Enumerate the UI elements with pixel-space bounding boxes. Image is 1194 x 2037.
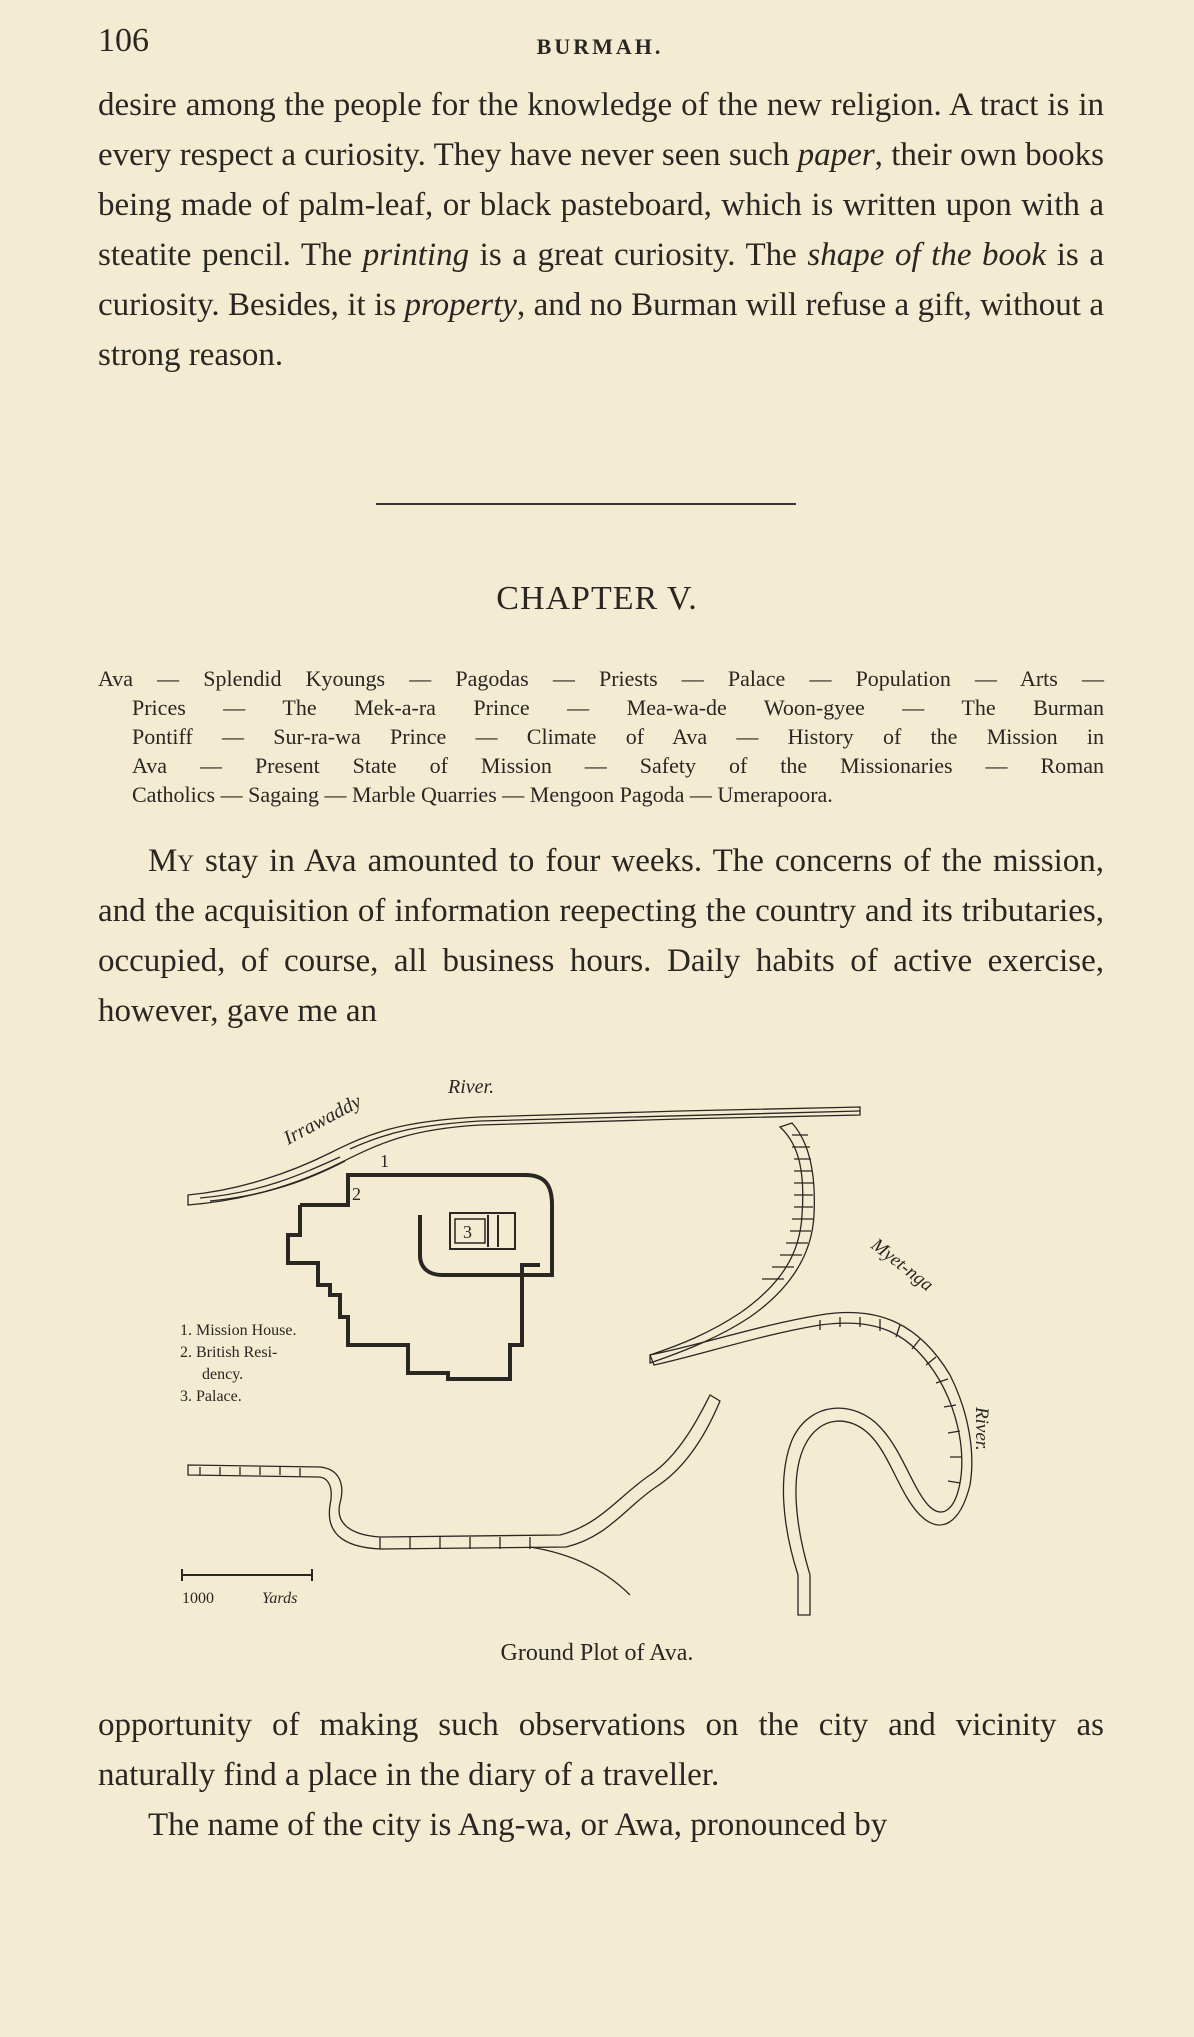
city-wall xyxy=(288,1205,540,1379)
paragraph-3-text: opportunity of making such observations on the city and vicinity as naturally find a place in the diary of a traveller. xyxy=(98,1707,1104,1793)
legend-line-3: dency. xyxy=(202,1366,244,1383)
legend-line-2: 2. British Resi- xyxy=(180,1344,278,1361)
irrawaddy-river xyxy=(188,1107,860,1205)
chapter-title: CHAPTER V. xyxy=(496,580,698,617)
paragraph-2-text: stay in Ava amounted to four weeks. The concerns of the mission, and the acquisition of information reepecting the country and its tributaries, occupied, of course, all business hours. Daily habits of active exercise, however, gave me an xyxy=(98,843,1104,1029)
legend-line-1: 1. Mission House. xyxy=(180,1322,297,1339)
running-title: BURMAH. xyxy=(536,34,664,59)
paragraph-2 xyxy=(98,836,1104,1036)
scale-number: 1000 xyxy=(182,1590,214,1607)
river-label-river-top: River. xyxy=(448,1076,495,1098)
ground-plot-map xyxy=(180,1055,1040,1635)
lower-river xyxy=(188,1395,720,1549)
paragraph-3 xyxy=(98,1700,1104,1800)
river-label-irrawaddy: Irrawaddy xyxy=(280,1090,365,1150)
paragraph-1-text: is a curiosity. Besides, it is xyxy=(98,237,1104,323)
map-marker-1: 1 xyxy=(380,1151,389,1171)
paragraph-1-text: is a great curiosity. The xyxy=(469,237,808,273)
chapter-synopsis xyxy=(98,664,1104,809)
opening-word: My xyxy=(148,843,194,879)
scale-unit: Yards xyxy=(262,1590,298,1607)
paragraph-4-text: The name of the city is Ang-wa, or Awa, pronounced by xyxy=(148,1807,888,1843)
map-marker-2: 2 xyxy=(352,1184,361,1204)
italic-word-property: property xyxy=(404,287,517,323)
map-marker-3: 3 xyxy=(463,1222,472,1242)
running-head xyxy=(98,22,1102,72)
river-label-myetnga: Myet-nga xyxy=(866,1234,938,1296)
figure-caption: Ground Plot of Ava. xyxy=(500,1640,694,1666)
ground-plot-figure xyxy=(180,1055,1040,1635)
synopsis-line: Pontiff — Sur-ra-wa Prince — Climate of Ava — History of the Mission in xyxy=(132,724,1104,749)
paragraph-4 xyxy=(98,1800,1104,1850)
italic-phrase-shape-of-the-book: shape of the book xyxy=(807,237,1047,273)
italic-word-printing: printing xyxy=(362,237,470,273)
synopsis-line: Catholics — Sagaing — Marble Quarries — Mengoon Pagoda — Umerapoora. xyxy=(132,782,833,807)
paragraph-1-text: , their own books being made of palm-leaf, or black pasteboard, which is written upon with a steatite pencil. The xyxy=(98,137,1104,273)
paragraph-1-text: , and no Burman will refuse a gift, without a strong reason. xyxy=(98,287,1104,373)
section-rule xyxy=(376,503,796,505)
legend-line-4: 3. Palace. xyxy=(180,1388,242,1405)
paragraph-1 xyxy=(98,80,1104,380)
myetnga-river xyxy=(650,1313,972,1616)
page-number: 106 xyxy=(98,22,149,59)
italic-word-paper: paper xyxy=(797,137,875,173)
river-label-river-right: River. xyxy=(971,1407,992,1451)
synopsis-line: Prices — The Mek-a-ra Prince — Mea-wa-de Woon-gyee — The Burman xyxy=(132,695,1104,720)
paragraph-1-text: desire among the people for the knowledge of the new religion. A tract is in every respect a curiosity. They have never seen such xyxy=(98,87,1104,173)
synopsis-line: Ava — Present State of Mission — Safety of the Missionaries — Roman xyxy=(132,753,1104,778)
synopsis-line: Ava — Splendid Kyoungs — Pagodas — Priests — Palace — Population — Arts — xyxy=(98,666,1104,691)
